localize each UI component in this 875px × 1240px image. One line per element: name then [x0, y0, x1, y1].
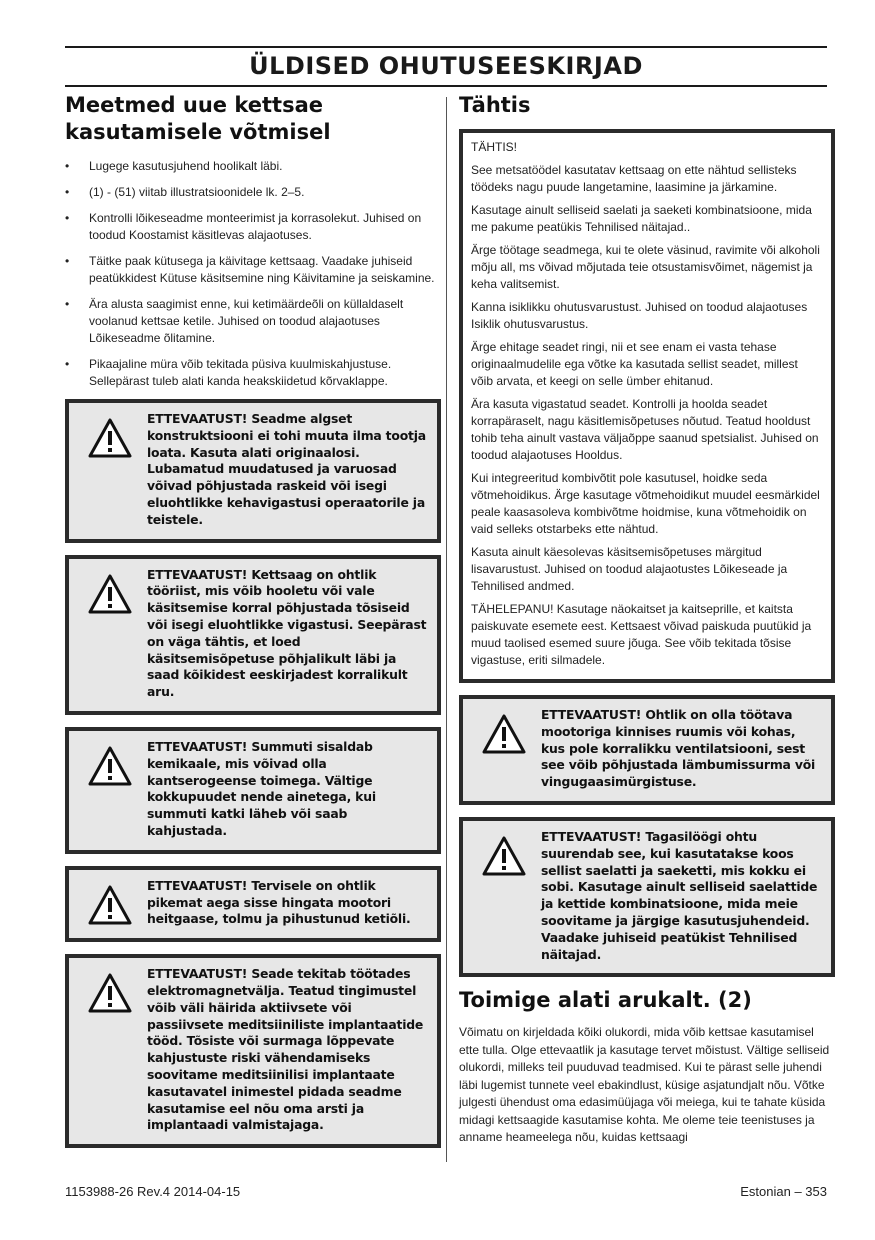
important-paragraph: See metsatöödel kasutatav kettsaag on ette nähtud sellisteks töödeks nagu puude langetamine, laasimine ja järkamine.: [471, 163, 797, 194]
warning-box: [65, 555, 441, 715]
bullet-marker: •: [65, 297, 70, 311]
important-box: [459, 129, 835, 683]
important-paragraph: Kanna isiklikku ohutusvarustust. Juhised on toodud alajaotuses Isiklik ohutusvarustus.: [471, 300, 808, 331]
list-item: [65, 210, 441, 244]
list-item: [65, 356, 441, 390]
warning-triangle-icon: [481, 835, 527, 877]
list-item: [65, 296, 441, 347]
bullet-marker: •: [65, 211, 70, 225]
warning-triangle-icon: [87, 573, 133, 615]
list-item: [65, 184, 441, 201]
left-column: [65, 92, 441, 1148]
important-paragraph: TÄHELEPANU! Kasutage näokaitset ja kaitseprille, et kaitsta paiskuvate esemete eest. Kettsaest võivad paiskuda puutükid ja muud taolised esemed suure jõuga. See võib tekitada tõsise vigastuse, eriti silmadele.: [471, 602, 812, 667]
title-underline: [65, 85, 827, 87]
warning-box: [65, 727, 441, 854]
important-paragraph: Kasutage ainult selliseid saelati ja saeketi kombinatsioone, mida me pakume peatükis Tehnilised näitajad..: [471, 203, 812, 234]
warning-text: ETTEVAATUST! Tagasilöögi ohtu suurendab see, kui kasutatakse koos sellist saelatti ja saeketti, mis kokku ei sobi. Kasutage ainult selliseid saelattide ja kettide kombinatsioone, mida meie soovitame ja järgige kasutusjuhendeid. Vaadake juhiseid peatükist Tehnilised näitajad.: [541, 828, 818, 962]
warning-triangle-icon: [87, 972, 133, 1014]
warning-triangle-icon: [87, 417, 133, 459]
warning-text: ETTEVAATUST! Summuti sisaldab kemikaale, mis võivad olla kantserogeense toimega. Vältige kokkupuudet nende ainetega, kui summuti katki läheb või saab kahjustada.: [147, 738, 376, 838]
important-paragraph: Ärge ehitage seadet ringi, nii et see enam ei vasta tehase originaalmudelile ega võtke ka kasutada sellist seadet, millest võib arvata, et keegi on selle ümber ehitanud.: [471, 340, 798, 388]
warning-text: ETTEVAATUST! Tervisele on ohtlik pikemat aega sisse hingata mootori heitgaase, tolmu ja pihustunud ketiõli.: [147, 877, 411, 927]
left-heading-line2: kasutamisele võtmisel: [65, 120, 331, 144]
bullet-marker: •: [65, 185, 70, 199]
list-item: [65, 158, 441, 175]
right-column: [459, 92, 835, 1147]
bullet-list: [65, 158, 441, 390]
bullet-text: Ära alusta saagimist enne, kui ketimäärdeõli on küllaldaselt voolanud kettsae ketile. Juhised on toodud alajaotuses Lõikeseadme õlitamine.: [89, 297, 404, 345]
important-paragraph: Ära kasuta vigastatud seadet. Kontrolli ja hoolda seadet korrapäraselt, nagu käsitlemisõpetuses nõutud. Teatud hooldust tohib teha ainult vastava väljaõppe saanud spetsialist. Juhised on toodud alajaotuses Hooldus.: [471, 397, 819, 462]
important-paragraph: TÄHTIS!: [471, 140, 518, 154]
document-id: 1153988-26 Rev.4 2014-04-15: [65, 1184, 241, 1199]
bullet-text: Täitke paak kütusega ja käivitage kettsaag. Vaadake juhiseid peatükkidest Kütuse käsitsemine ning Käivitamine ja seiskamine.: [89, 254, 435, 285]
warning-box: [65, 866, 441, 942]
bullet-marker: •: [65, 254, 70, 268]
page-title: ÜLDISED OHUTUSEESKIRJAD: [249, 52, 643, 80]
warning-box: [459, 695, 835, 805]
right-heading: Tähtis: [459, 93, 531, 117]
page-number: Estonian – 353: [740, 1184, 827, 1199]
warning-triangle-icon: [87, 884, 133, 926]
warning-text: ETTEVAATUST! Ohtlik on olla töötava mootoriga kinnises ruumis või kohas, kus pole korralikku ventilatsiooni, sest see võib põhjustada lämbumissurma või vingugaasimürgistuse.: [541, 707, 816, 790]
important-paragraph: Kui integreeritud kombivõtit pole kasutusel, hoidke seda võtmehoidikus. Ärge kasutage võtmehoidikut muudel eesmärkidel peale kaasasoleva kombivõtme hoidmise, kuna võtmehoidik on vaid selleks otstarbeks ette nähtud.: [471, 471, 820, 536]
warning-triangle-icon: [481, 713, 527, 755]
column-divider: [446, 97, 447, 1162]
left-heading: [65, 92, 441, 146]
bullet-text: Kontrolli lõikeseadme monteerimist ja korrasolekut. Juhised on toodud Koostamist käsitlevas alajaotuses.: [89, 211, 422, 242]
top-rule: [65, 46, 827, 48]
warning-text: ETTEVAATUST! Seade tekitab töötades elektromagnetvälja. Teatud tingimustel võib väli häirida aktiivsete või passiivsete meditsiiniliste implantaatide tööd. Tõsiste või surmaga lõppevate kahjustuste riski vähendamiseks soovitame meditsiinilisi implantaate kasutavatel inimestel pidada seadme kasutamise eel nõu oma arsti ja implantaadi valmistajaga.: [147, 966, 424, 1133]
body-paragraph: Võimatu on kirjeldada kõiki olukordi, mida võib kettsae kasutamisel ette tulla. Olge ettevaatlik ja kasutage tervet mõistust. Vältige selliseid olukordi, milleks teil puuduvad teadmised. Kui te pärast selle juhendi läbi lugemist tunnete veel ebakindlust, küsige asjatundjalt nõu. Võtke julgesti ühendust oma edasimüüjaga või meiega, kui te tahate küsida midagi kettsaagide kasutamise kohta. Me oleme teie teenistuses ja anname heameelega nõu, kuidas kettsaagi: [459, 1025, 830, 1145]
warning-triangle-icon: [87, 745, 133, 787]
bullet-marker: •: [65, 357, 70, 371]
bullet-text: Pikaajaline müra võib tekitada püsiva kuulmiskahjustuse. Sellepärast tuleb alati kanda heakskiidetud kõrvaklappe.: [89, 357, 392, 388]
important-paragraph: Kasuta ainult käesolevas käsitsemisõpetuses märgitud lisavarustust. Juhised on toodud alajaotustes Lõikeseade ja Tehnilised andmed.: [471, 545, 788, 593]
warning-box: [65, 399, 441, 543]
bullet-text: (1) - (51) viitab illustratsioonidele lk. 2–5.: [89, 185, 305, 199]
bullet-marker: •: [65, 159, 70, 173]
warning-text: ETTEVAATUST! Seadme algset konstruktsiooni ei tohi muuta ilma tootja loata. Kasuta alati originaalosi. Lubamatud muudatused ja varuosad võivad põhjustada raskeid või isegi eluohtlikke kehavigastusi operaatorile ja teistele.: [147, 411, 426, 527]
list-item: [65, 253, 441, 287]
bullet-text: Lugege kasutusjuhend hoolikalt läbi.: [89, 159, 283, 173]
section-heading-toimige: Toimige alati arukalt. (2): [459, 988, 752, 1013]
warning-box: [459, 817, 835, 977]
warning-text: ETTEVAATUST! Kettsaag on ohtlik tööriist, mis võib hooletu või vale käsitsemise korral põhjustada tõsiseid või isegi eluohtlikke vigastusi. Seepärast on väga tähtis, et loed käsitsemisõpetuse põhjalikult läbi ja saad kõikidest eeskirjadest korralikult aru.: [147, 566, 427, 700]
warning-box: [65, 954, 441, 1148]
left-heading-line1: Meetmed uue kettsae: [65, 93, 323, 117]
important-paragraph: Ärge töötage seadmega, kui te olete väsinud, ravimite või alkoholi mõju all, ms võivad mõjutada teie otsustamisvõimet, nägemist ja keha valitsemist.: [471, 243, 820, 291]
